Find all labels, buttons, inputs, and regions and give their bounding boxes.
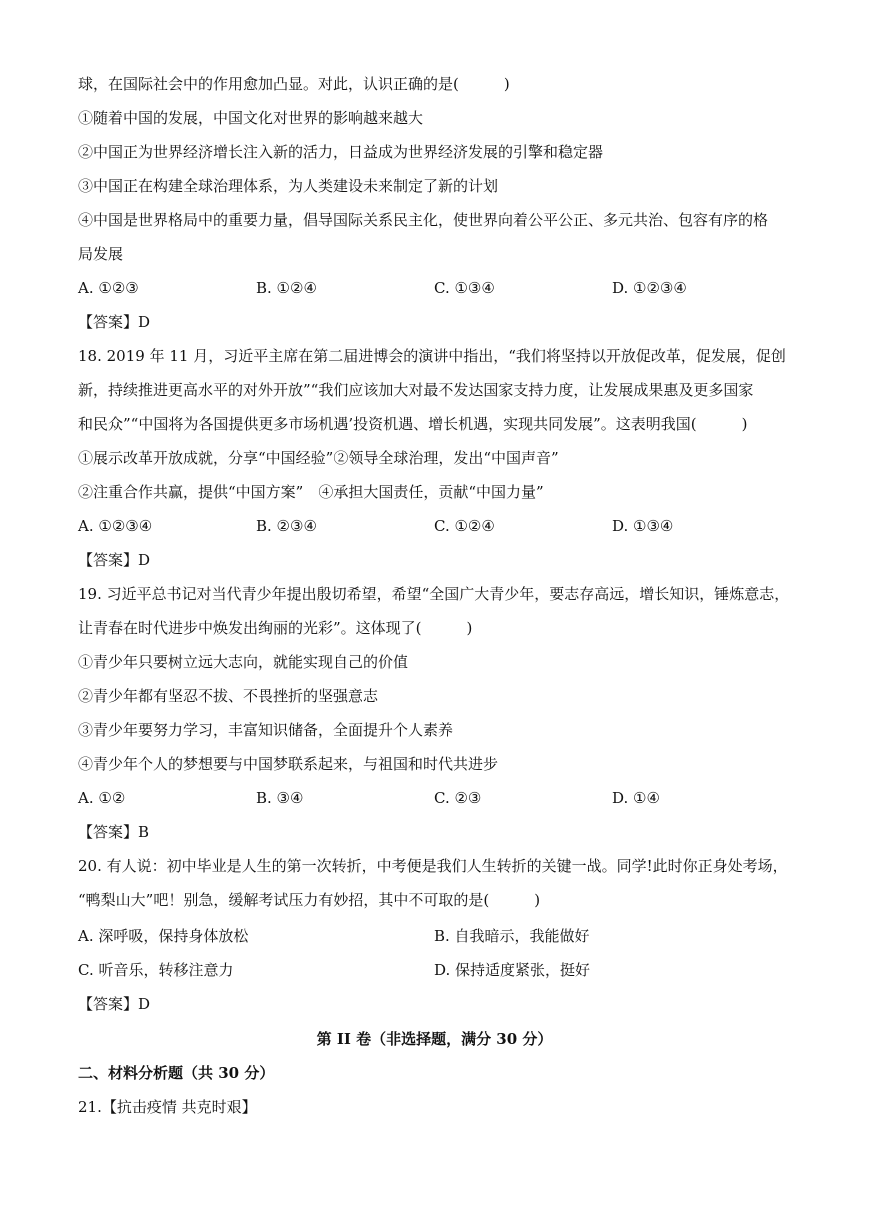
q19-item-4: ④青少年个人的梦想要与中国梦联系起来，与祖国和时代共进步 xyxy=(78,755,499,773)
q18-item-1: ①展示改革开放成就，分享“中国经验”②领导全球治理，发出“中国声音” xyxy=(78,449,559,467)
q18-option-b: B. ②③④ xyxy=(256,517,317,535)
q17-stem: 球，在国际社会中的作用愈加凸显。对此，认识正确的是( ) xyxy=(78,75,510,93)
q18-option-d: D. ①③④ xyxy=(612,517,674,535)
q19-item-3: ③青少年要努力学习，丰富知识储备，全面提升个人素养 xyxy=(78,721,454,739)
q19-stem-1: 19. 习近平总书记对当代青少年提出殷切希望，希望“全国广大青少年，要志存高远，增长知识，锤炼意志， xyxy=(78,585,790,603)
q17-option-c: C. ①③④ xyxy=(434,279,495,297)
q19-answer: 【答案】B xyxy=(78,823,150,841)
q20-option-b: B. 自我暗示，我能做好 xyxy=(434,927,590,945)
q18-answer: 【答案】D xyxy=(78,551,151,569)
q20-stem-2: “鸭梨山大”吧！别急，缓解考试压力有妙招，其中不可取的是( ) xyxy=(78,891,541,909)
q19-item-2: ②青少年都有坚忍不拔、不畏挫折的坚强意志 xyxy=(78,687,379,705)
q17-item-3: ③中国正在构建全球治理体系，为人类建设未来制定了新的计划 xyxy=(78,177,499,195)
q18-stem-1: 18. 2019 年 11 月，习近平主席在第二届进博会的演讲中指出，“我们将坚持以开放促改革，促发展，促创 xyxy=(78,347,786,365)
q18-stem-2: 新，持续推进更高水平的对外开放”“我们应该加大对最不发达国家支持力度，让发展成果惠及更多国家 xyxy=(78,381,754,399)
q18-item-2: ②注重合作共赢，提供“中国方案” ④承担大国责任，贡献“中国力量” xyxy=(78,483,544,501)
q20-option-a: A. 深呼吸，保持身体放松 xyxy=(78,927,249,945)
q18-option-a: A. ①②③④ xyxy=(78,517,153,535)
q19-option-a: A. ①② xyxy=(78,789,126,807)
part2-title: 第 II 卷（非选择题，满分 30 分） xyxy=(316,1030,553,1048)
q17-option-d: D. ①②③④ xyxy=(612,279,687,297)
q17-item-1: ①随着中国的发展，中国文化对世界的影响越来越大 xyxy=(78,109,424,127)
q19-option-b: B. ③④ xyxy=(256,789,304,807)
q17-item-4-cont: 局发展 xyxy=(78,245,124,263)
q17-item-2: ②中国正为世界经济增长注入新的活力，日益成为世界经济发展的引擎和稳定器 xyxy=(78,143,604,161)
q17-option-a: A. ①②③ xyxy=(78,279,139,297)
q17-answer: 【答案】D xyxy=(78,313,151,331)
q21-heading: 21.【抗击疫情 共克时艰】 xyxy=(78,1098,257,1116)
q17-options xyxy=(78,278,791,298)
q20-options-row-2 xyxy=(78,960,791,980)
q19-stem-2: 让青春在时代进步中焕发出绚丽的光彩”。这体现了( ) xyxy=(78,619,473,637)
q17-option-b: B. ①②④ xyxy=(256,279,317,297)
q19-item-1: ①青少年只要树立远大志向，就能实现自己的价值 xyxy=(78,653,409,671)
q19-options xyxy=(78,788,791,808)
q20-stem-1: 20. 有人说：初中毕业是人生的第一次转折，中考便是我们人生转折的关键一战。同学!此时你正身处考场， xyxy=(78,857,788,875)
q18-stem-3: 和民众”“中国将为各国提供更多市场机遇’投资机遇、增长机遇，实现共同发展”。这表明我国( ) xyxy=(78,415,748,433)
q20-option-c: C. 听音乐，转移注意力 xyxy=(78,961,234,979)
q19-option-d: D. ①④ xyxy=(612,789,660,807)
q20-answer: 【答案】D xyxy=(78,995,151,1013)
q19-option-c: C. ②③ xyxy=(434,789,482,807)
q18-options xyxy=(78,516,791,536)
q20-options-row-1 xyxy=(78,926,791,946)
q17-item-4: ④中国是世界格局中的重要力量，倡导国际关系民主化，使世界向着公平公正、多元共治、包容有序的格 xyxy=(78,211,769,229)
q18-option-c: C. ①②④ xyxy=(434,517,495,535)
q20-option-d: D. 保持适度紧张，挺好 xyxy=(434,961,591,979)
section-heading: 二、材料分析题（共 30 分） xyxy=(78,1064,275,1082)
